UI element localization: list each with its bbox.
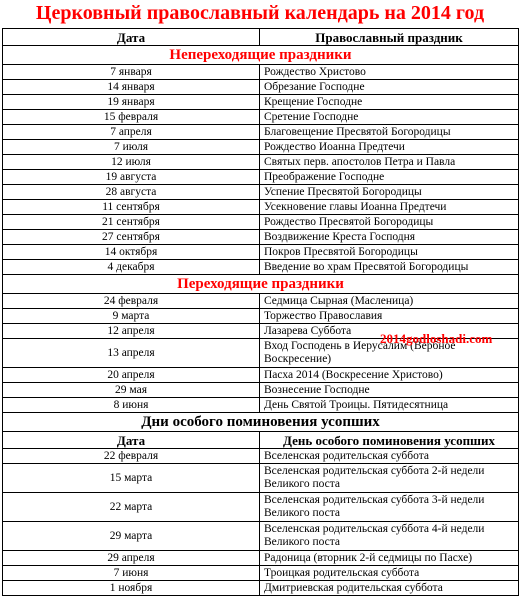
table-row (3, 140, 519, 155)
row-date: 7 июня (3, 566, 260, 581)
row-event: Вселенская родительская суббота 2-й недели Великого поста (260, 464, 519, 493)
row-date: 7 июля (3, 140, 260, 155)
table-row (3, 200, 519, 215)
row-event: Святых перв. апостолов Петра и Павла (260, 155, 519, 170)
row-date: 28 августа (3, 185, 260, 200)
row-date: 19 января (3, 95, 260, 110)
row-date: 20 апреля (3, 368, 260, 383)
row-event: Радоница (вторник 2-й седмицы по Пасхе) (260, 551, 519, 566)
table-row (3, 80, 519, 95)
table-row (3, 155, 519, 170)
row-event: Троицкая родительская суббота (260, 566, 519, 581)
table-row (3, 245, 519, 260)
row-date: 9 марта (3, 309, 260, 324)
table-row (3, 449, 519, 464)
table-row (3, 230, 519, 245)
table-row (3, 125, 519, 140)
row-event: Успение Пресвятой Богородицы (260, 185, 519, 200)
page-title: Церковный православный календарь на 2014 год (35, 2, 485, 24)
row-date: 7 апреля (3, 125, 260, 140)
row-event: Пасха 2014 (Воскресение Христово) (260, 368, 519, 383)
table-row (3, 260, 519, 275)
row-date: 4 декабря (3, 260, 260, 275)
row-date: 21 сентября (3, 215, 260, 230)
row-event: Рождество Пресвятой Богородицы (260, 215, 519, 230)
row-event: Вселенская родительская суббота 4-й недели Великого поста (260, 522, 519, 551)
row-date: 24 февраля (3, 294, 260, 309)
row-date: 11 сентября (3, 200, 260, 215)
row-event: Благовещение Пресвятой Богородицы (260, 125, 519, 140)
row-date: 13 апреля (3, 339, 260, 368)
section-memorial-label: Дни особого поминовения усопших (3, 413, 519, 432)
row-event: Усекновение главы Иоанна Предтечи (260, 200, 519, 215)
row-event: Вселенская родительская суббота 3-й недели Великого поста (260, 493, 519, 522)
table-row (3, 368, 519, 383)
row-event: Рождество Христово (260, 65, 519, 80)
section-moveable (3, 275, 519, 294)
row-date: 14 октября (3, 245, 260, 260)
watermark: 2014godloshadi.com (380, 331, 493, 346)
table-row (3, 170, 519, 185)
section-fixed (3, 46, 519, 65)
calendar-table (2, 28, 519, 596)
table-row (3, 522, 519, 551)
row-date: 29 апреля (3, 551, 260, 566)
row-event: Преображение Господне (260, 170, 519, 185)
section-memorial (3, 413, 519, 432)
calendar-document (2, 28, 518, 596)
row-date: 29 марта (3, 522, 260, 551)
row-event: Покров Пресвятой Богородицы (260, 245, 519, 260)
table-header (3, 29, 519, 46)
memorial-header-date: Дата (3, 432, 260, 449)
row-date: 15 марта (3, 464, 260, 493)
table-row (3, 215, 519, 230)
table-row (3, 493, 519, 522)
row-event: Вход Господень в Иерусалим (Вербное Воскресение) (260, 339, 519, 368)
row-event: День Святой Троицы. Пятидесятница (260, 398, 519, 413)
table-row (3, 551, 519, 566)
table-row (3, 110, 519, 125)
row-event: Дмитриевская родительская суббота (260, 581, 519, 596)
table-row (3, 566, 519, 581)
row-event: Торжество Православия (260, 309, 519, 324)
section-fixed-label: Непереходящие праздники (3, 46, 519, 65)
row-date: 15 февраля (3, 110, 260, 125)
row-event: Вселенская родительская суббота (260, 449, 519, 464)
row-date: 22 февраля (3, 449, 260, 464)
section-moveable-label: Переходящие праздники (3, 275, 519, 294)
row-date: 14 января (3, 80, 260, 95)
table-row (3, 65, 519, 80)
table-row (3, 294, 519, 309)
row-date: 12 апреля (3, 324, 260, 339)
table-row (3, 398, 519, 413)
row-date: 19 августа (3, 170, 260, 185)
row-event: Крещение Господне (260, 95, 519, 110)
row-date: 29 мая (3, 383, 260, 398)
row-date: 7 января (3, 65, 260, 80)
row-event: Вознесение Господне (260, 383, 519, 398)
row-date: 12 июля (3, 155, 260, 170)
row-event: Рождество Иоанна Предтечи (260, 140, 519, 155)
row-date: 22 марта (3, 493, 260, 522)
row-event: Введение во храм Пресвятой Богородицы (260, 260, 519, 275)
table-row (3, 95, 519, 110)
memorial-header (3, 432, 519, 449)
row-event: Сретение Господне (260, 110, 519, 125)
row-date: 27 сентября (3, 230, 260, 245)
row-event: Лазарева Суббота (260, 324, 519, 339)
header-holiday: Православный праздник (260, 29, 519, 46)
table-row (3, 464, 519, 493)
row-date: 8 июня (3, 398, 260, 413)
table-row (3, 309, 519, 324)
table-row (3, 581, 519, 596)
memorial-header-day: День особого поминовения усопших (260, 432, 519, 449)
row-event: Седмица Сырная (Масленица) (260, 294, 519, 309)
table-row (3, 383, 519, 398)
row-event: Обрезание Господне (260, 80, 519, 95)
table-row (3, 185, 519, 200)
row-event: Воздвижение Креста Господня (260, 230, 519, 245)
header-date: Дата (3, 29, 260, 46)
row-date: 1 ноября (3, 581, 260, 596)
